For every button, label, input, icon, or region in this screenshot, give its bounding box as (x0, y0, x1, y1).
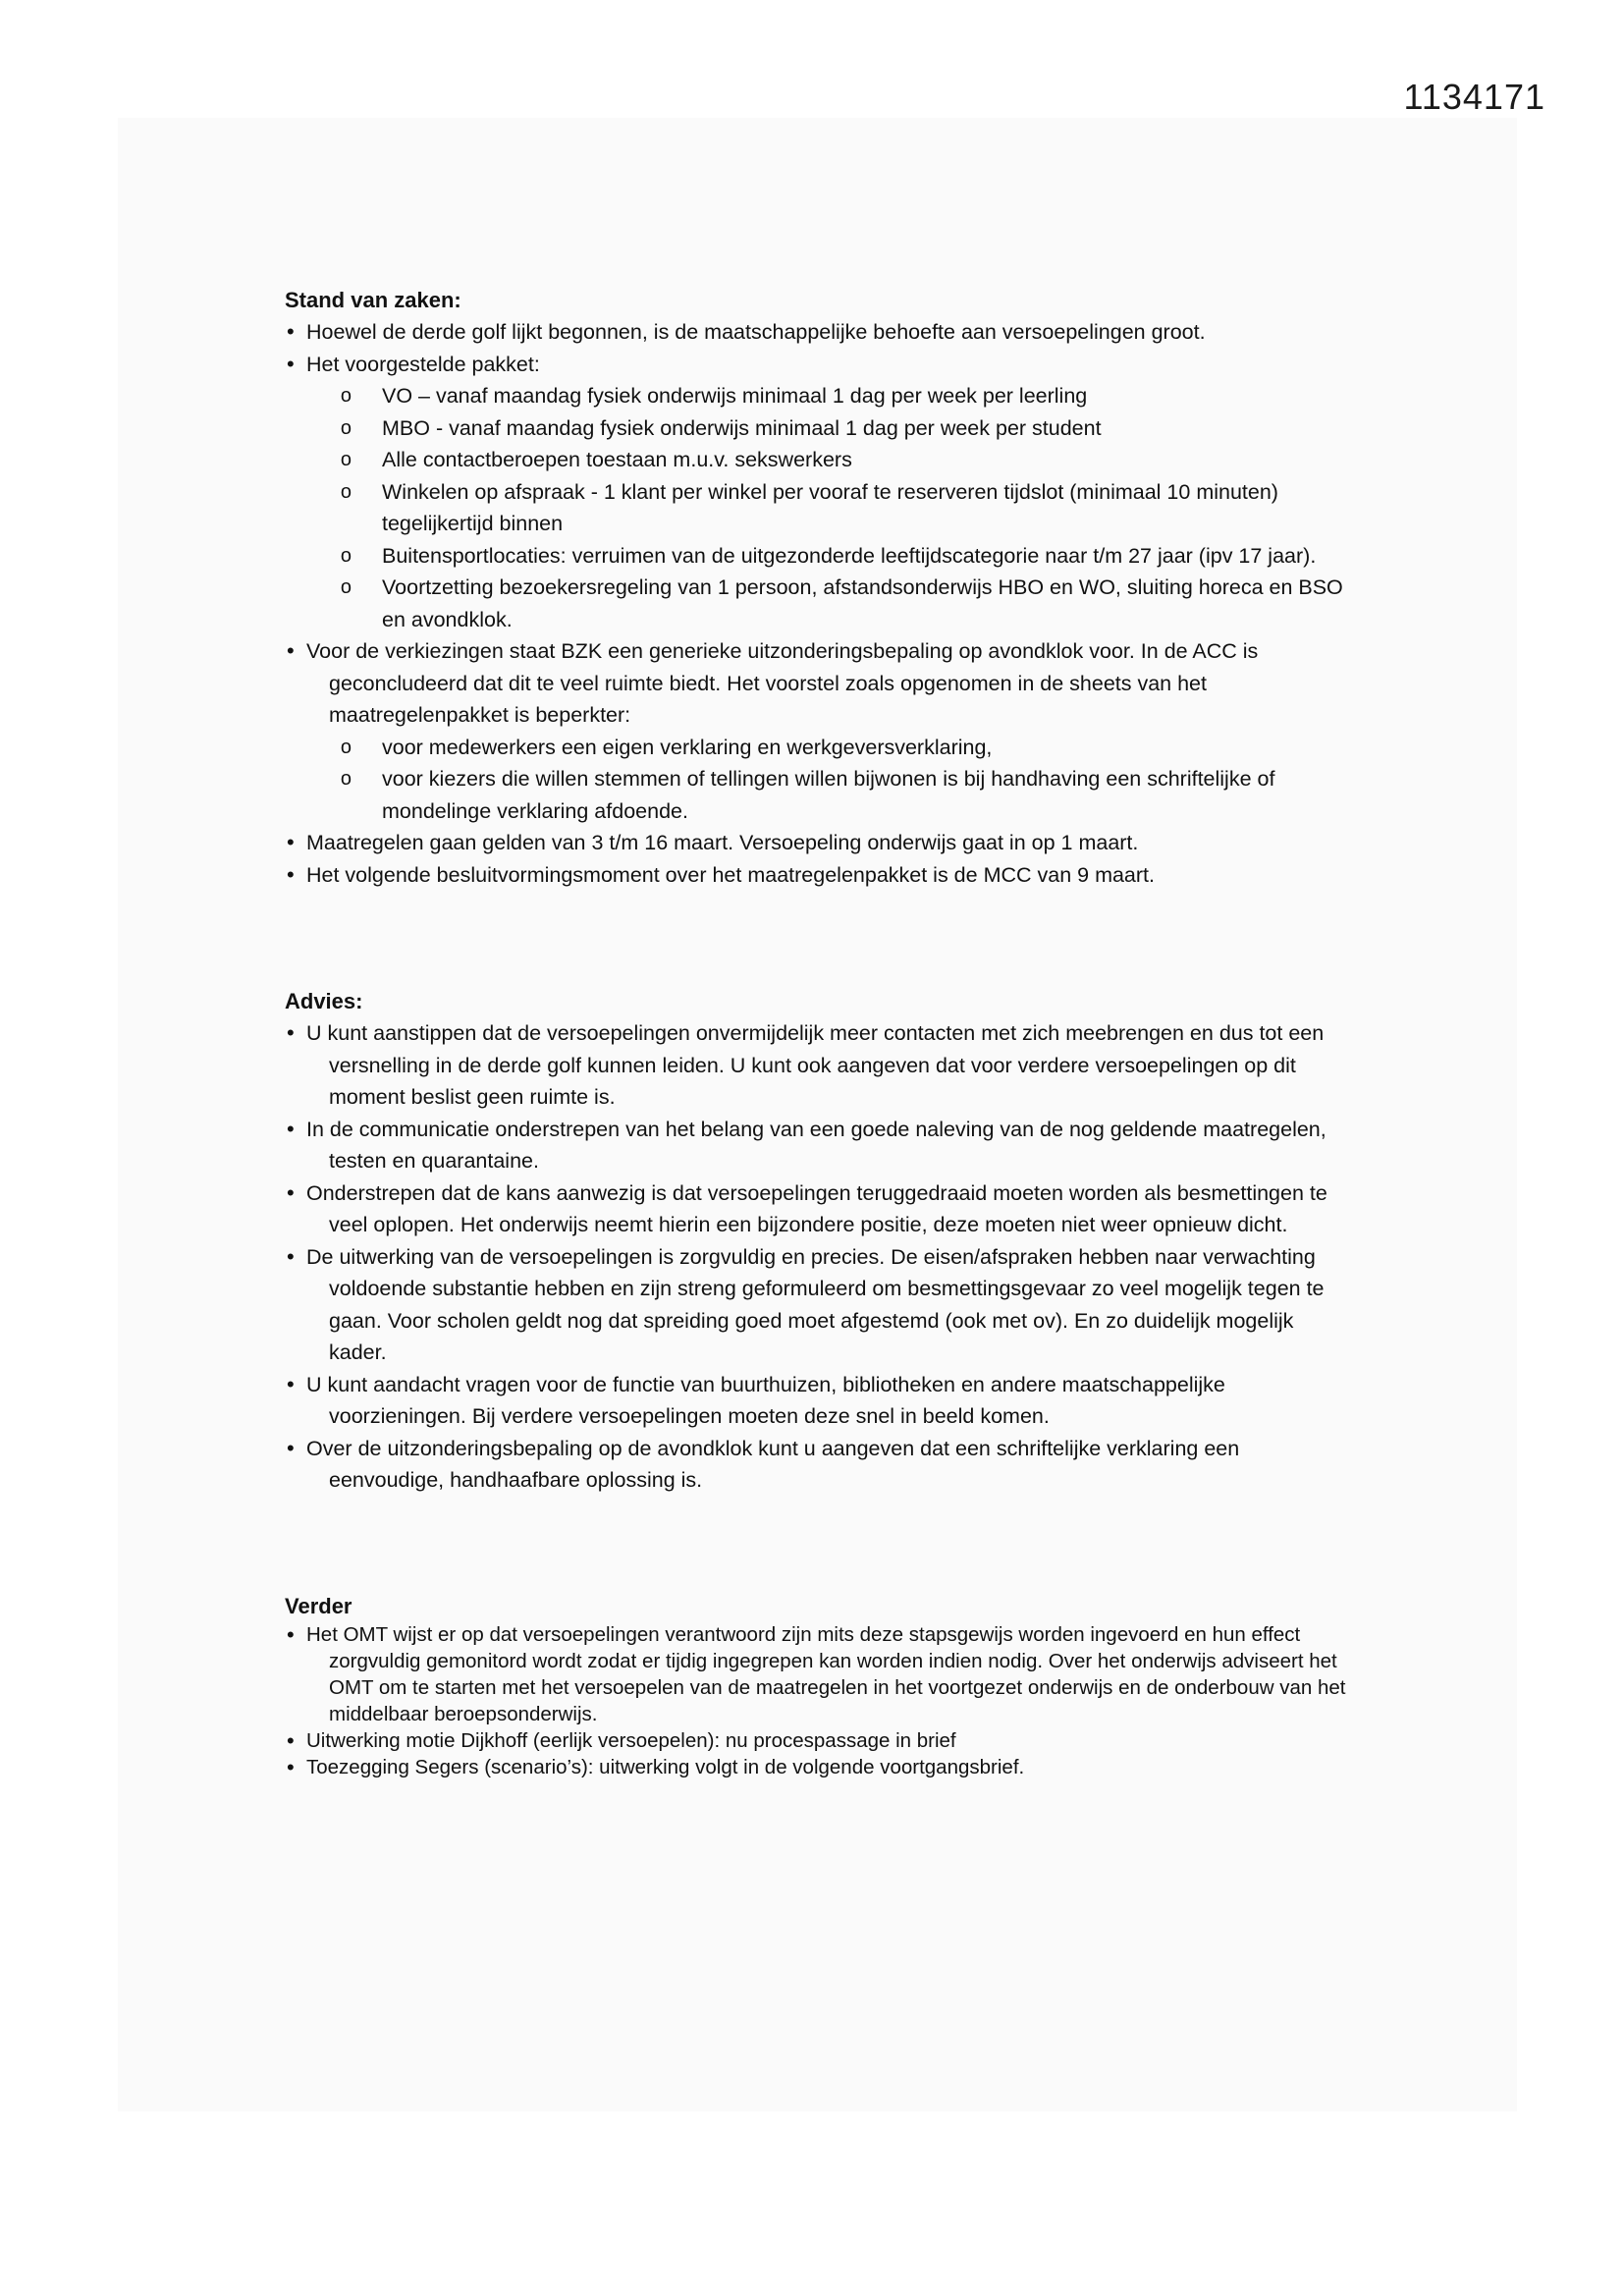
list-item-text: • Uitwerking motie Dijkhoff (eerlijk versoepelen): nu procespassage in brief (306, 1729, 956, 1752)
list-item-text: • Toezegging Segers (scenario’s): uitwerking volgt in de volgende voortgangsbrief. (306, 1756, 1024, 1778)
sub-list-item: o Voortzetting bezoekersregeling van 1 persoon, afstandsonderwijs HBO en WO, sluiting horeca en BSO en avondklok. (285, 572, 1355, 635)
list-item-text: • Het volgende besluitvormingsmoment over het maatregelenpakket is de MCC van 9 maart. (306, 863, 1155, 887)
list-item (285, 1369, 1355, 1433)
list-item (285, 635, 1355, 827)
list-item-text: • In de communicatie onderstrepen van het belang van een goede naleving van de nog geldende maatregelen, testen en quarantaine. (306, 1118, 1326, 1174)
sub-list-item: o Buitensportlocaties: verruimen van de uitgezonderde leeftijdscategorie naar t/m 27 jaar (ipv 17 jaar). (285, 540, 1355, 573)
list-item (285, 1017, 1355, 1114)
list-item-text: • Hoewel de derde golf lijkt begonnen, is de maatschappelijke behoefte aan versoepelingen groot. (306, 320, 1206, 344)
verder-bullet-list (285, 1621, 1355, 1780)
sub-list-item: o voor medewerkers een eigen verklaring en werkgeversverklaring, (285, 732, 1355, 764)
stand-bullet-list (285, 316, 1355, 891)
section-heading-stand: Stand van zaken: (285, 288, 461, 312)
section-stand-van-zaken (285, 285, 1355, 891)
list-item (285, 1114, 1355, 1177)
list-item-text: • Voor de verkiezingen staat BZK een generieke uitzonderingsbepaling op avondklok voor. In de ACC is geconcludeerd dat dit te veel ruimte biedt. Het voorstel zoals opgenomen in de sheets van het maatregelenpakket is beperkter: (306, 639, 1258, 727)
sub-list-item: o VO – vanaf maandag fysiek onderwijs minimaal 1 dag per week per leerling (285, 380, 1355, 412)
list-item (285, 1754, 1355, 1780)
package-sub-list (329, 380, 1355, 635)
sub-list-item: o MBO - vanaf maandag fysiek onderwijs minimaal 1 dag per week per student (285, 412, 1355, 445)
sub-list-item: o Winkelen op afspraak - 1 klant per winkel per vooraf te reserveren tijdslot (minimaal 10 minuten) tegelijkertijd binnen (285, 476, 1355, 540)
list-item (285, 316, 1355, 349)
section-verder (285, 1592, 1355, 1780)
list-item-text: • Over de uitzonderingsbepaling op de avondklok kunt u aangeven dat een schriftelijke verklaring een eenvoudige, handhaafbare oplossing is. (306, 1437, 1239, 1493)
list-item-text: • U kunt aandacht vragen voor de functie van buurthuizen, bibliotheken en andere maatschappelijke voorzieningen. Bij verdere versoepelingen moeten deze snel in beeld komen. (306, 1373, 1225, 1429)
list-item-text: • De uitwerking van de versoepelingen is zorgvuldig en precies. De eisen/afspraken hebben naar verwachting voldoende substantie hebben en zijn streng geformuleerd om besmettingsgevaar zo veel mogelijk tegen te gaan. Voor scholen geldt nog dat spreiding goed moet afgestemd (ook met ov). En zo duidelijk mogelijk kader. (306, 1245, 1325, 1365)
list-item (285, 1177, 1355, 1241)
list-item (285, 1727, 1355, 1754)
list-item (285, 827, 1355, 859)
document-number: 1134171 (1403, 77, 1545, 117)
list-item-text: • U kunt aanstippen dat de versoepelingen onvermijdelijk meer contacten met zich meebrengen en dus tot een versnelling in de derde golf kunnen leiden. U kunt ook aangeven dat voor verdere versoepelingen op dit moment beslist geen ruimte is. (306, 1021, 1324, 1109)
sub-list-item: o Alle contactberoepen toestaan m.u.v. sekswerkers (285, 444, 1355, 476)
list-item (285, 349, 1355, 636)
advies-bullet-list (285, 1017, 1355, 1497)
section-advies (285, 986, 1355, 1497)
document-body (285, 285, 1355, 1780)
exception-sub-list (329, 732, 1355, 828)
list-item-text: • Onderstrepen dat de kans aanwezig is dat versoepelingen teruggedraaid moeten worden als besmettingen te veel oplopen. Het onderwijs neemt hierin een bijzondere positie, deze moeten niet weer opnieuw dicht. (306, 1181, 1327, 1237)
list-item-text: • Het OMT wijst er op dat versoepelingen verantwoord zijn mits deze stapsgewijs worden ingevoerd en hun effect zorgvuldig gemonitord wordt zodat er tijdig ingegrepen kan worden indien nodig. Over het onderwijs adviseert het OMT om te starten met het versoepelen van de maatregelen in het voortgezet onderwijs en de onderbouw van het middelbaar beroepsonderwijs. (306, 1623, 1345, 1725)
section-spacer (285, 891, 1355, 986)
list-item (285, 1621, 1355, 1727)
sub-list-item: o voor kiezers die willen stemmen of tellingen willen bijwonen is bij handhaving een schriftelijke of mondelinge verklaring afdoende. (285, 763, 1355, 827)
list-item (285, 1433, 1355, 1497)
section-heading-verder: Verder (285, 1593, 352, 1618)
list-item-text: • Het voorgestelde pakket: (306, 353, 540, 376)
list-item-text: • Maatregelen gaan gelden van 3 t/m 16 maart. Versoepeling onderwijs gaat in op 1 maart. (306, 831, 1138, 854)
list-item (285, 859, 1355, 892)
section-spacer (285, 1497, 1355, 1592)
section-heading-advies: Advies: (285, 989, 363, 1013)
list-item (285, 1241, 1355, 1369)
